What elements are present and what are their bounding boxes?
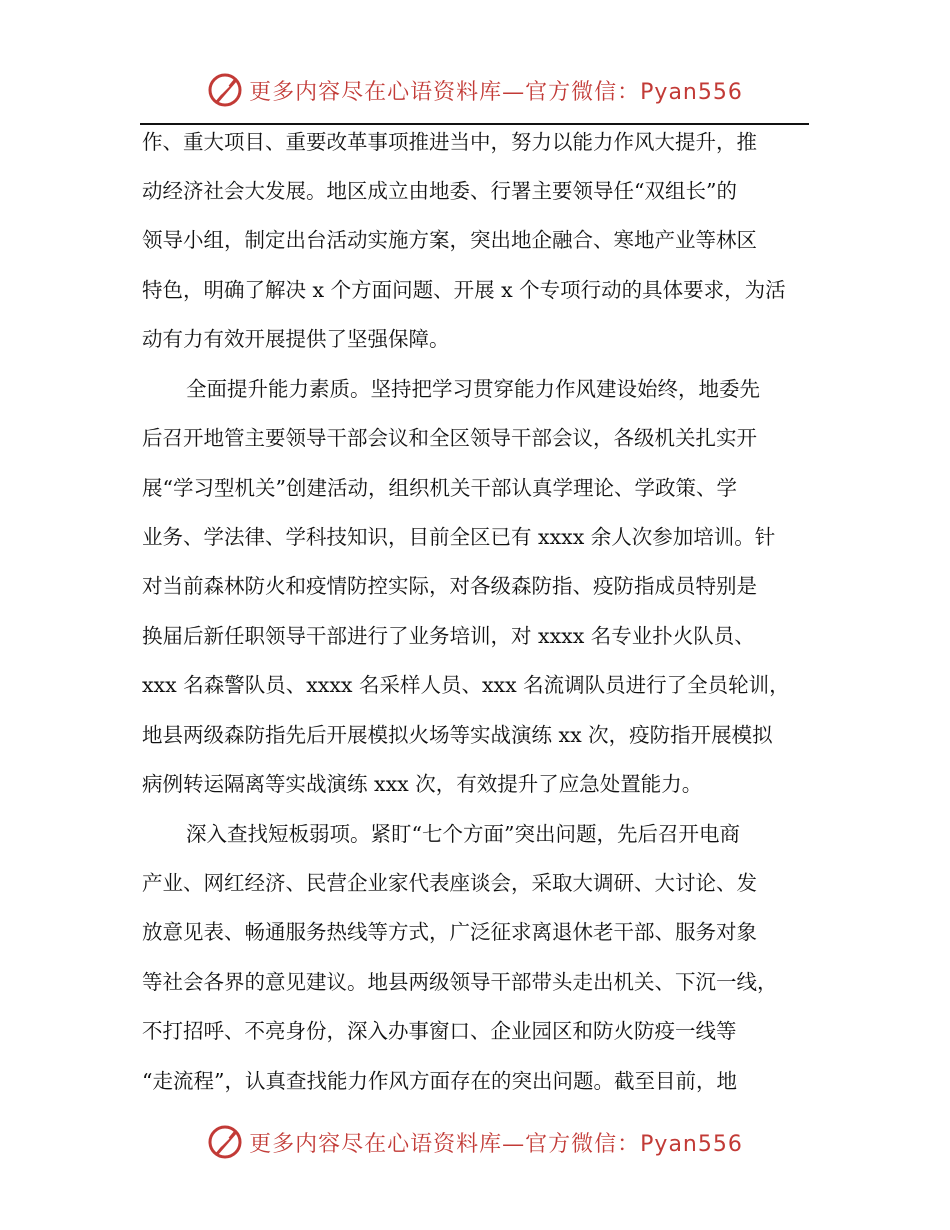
body-line: 展“学习型机关”创建活动，组织机关干部认真学理论、学政策、学 <box>142 476 737 500</box>
quill-pen-icon <box>207 1124 243 1160</box>
body-line: 地县两级森防指先后开展模拟火场等实战演练 xx 次，疫防指开展模拟 <box>142 723 773 747</box>
header-banner-text: 更多内容尽在心语资料库—官方微信：Pyan556 <box>249 79 743 105</box>
body-line: 后召开地管主要领导干部会议和全区领导干部会议，各级机关扎实开 <box>142 426 757 450</box>
body-line: xxx 名森警队员、xxxx 名采样人员、xxx 名流调队员进行了全员轮训， <box>142 673 790 697</box>
footer-banner-text: 更多内容尽在心语资料库—官方微信：Pyan556 <box>249 1131 743 1157</box>
body-line: 不打招呼、不亮身份，深入办事窗口、企业园区和防火防疫一线等 <box>142 1019 737 1043</box>
body-line: “走流程”，认真查找能力作风方面存在的突出问题。截至目前，地 <box>142 1069 737 1093</box>
paragraph-heading-line: 深入查找短板弱项。紧盯“七个方面”突出问题，先后召开电商 <box>186 822 740 846</box>
header-rule <box>140 123 809 125</box>
body-line: 动有力有效开展提供了坚强保障。 <box>142 327 450 351</box>
body-line: 等社会各界的意见建议。地县两级领导干部带头走出机关、下沉一线， <box>142 970 778 994</box>
body-line: 对当前森林防火和疫情防控实际，对各级森防指、疫防指成员特别是 <box>142 574 757 598</box>
body-line: 换届后新任职领导干部进行了业务培训，对 xxxx 名专业扑火队员、 <box>142 624 755 648</box>
header-banner <box>0 68 950 112</box>
body-line: 产业、网红经济、民营企业家代表座谈会，采取大调研、大讨论、发 <box>142 871 757 895</box>
footer-wechat-id: Pyan556 <box>640 1131 743 1157</box>
body-line: 病例转运隔离等实战演练 xxx 次，有效提升了应急处置能力。 <box>142 772 703 796</box>
body-line: 作、重大项目、重要改革事项推进当中，努力以能力作风大提升，推 <box>142 130 757 154</box>
body-line: 业务、学法律、学科技知识，目前全区已有 xxxx 余人次参加培训。针 <box>142 525 776 549</box>
body-line: 特色，明确了解决 x 个方面问题、开展 x 个专项行动的具体要求，为活 <box>142 278 786 302</box>
body-line: 领导小组，制定出台活动实施方案，突出地企融合、寒地产业等林区 <box>142 228 757 252</box>
quill-pen-icon <box>207 72 243 108</box>
body-line: 放意见表、畅通服务热线等方式，广泛征求离退休老干部、服务对象 <box>142 920 757 944</box>
footer-banner <box>0 1120 950 1164</box>
header-wechat-id: Pyan556 <box>640 79 743 105</box>
paragraph-heading-line: 全面提升能力素质。坚持把学习贯穿能力作风建设始终，地委先 <box>186 377 760 401</box>
body-line: 动经济社会大发展。地区成立由地委、行署主要领导任“双组长”的 <box>142 179 737 203</box>
